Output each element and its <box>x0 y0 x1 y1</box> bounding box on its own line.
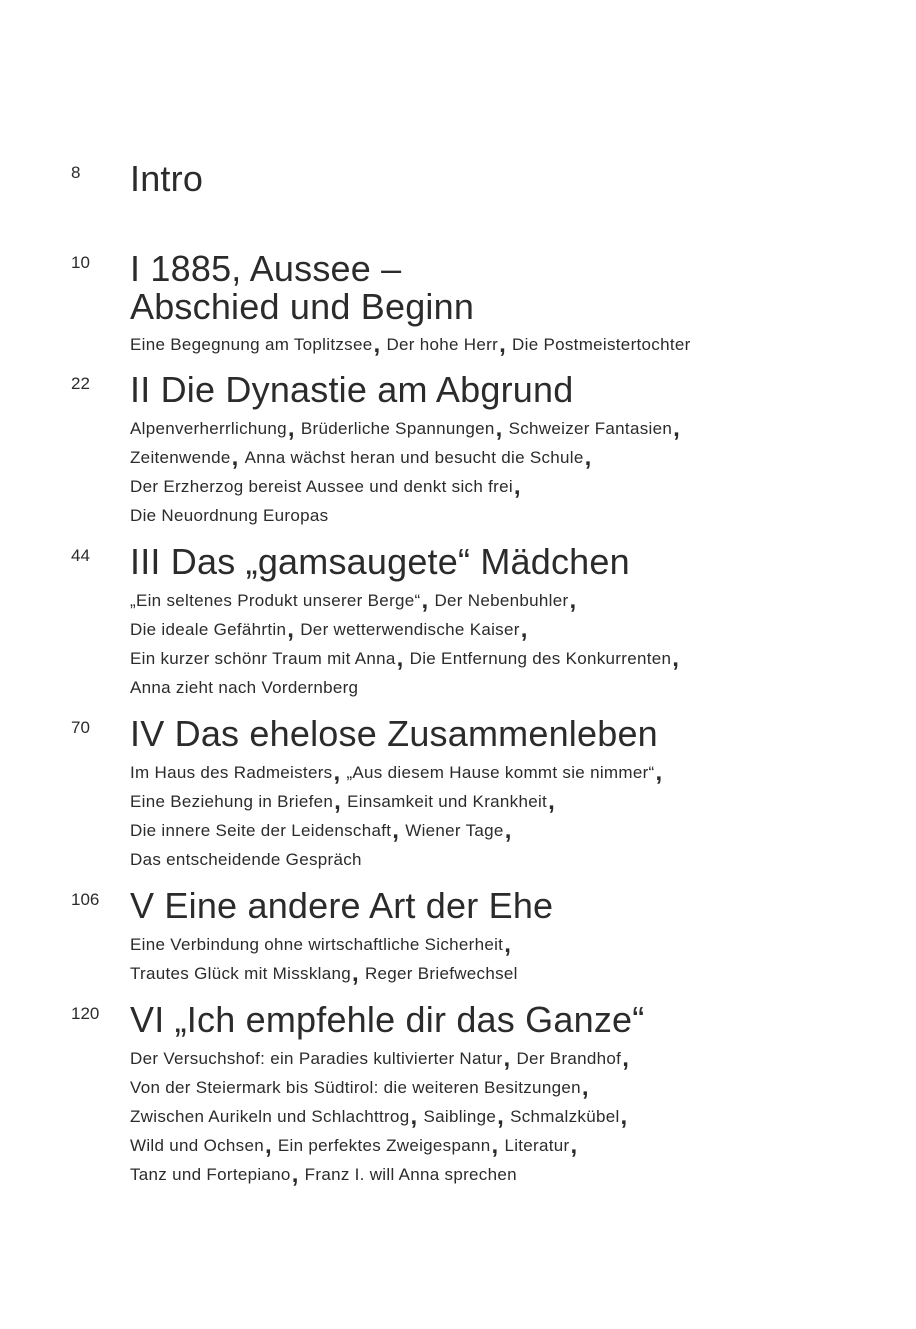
chapter-title-line: I 1885, Aussee – <box>130 248 402 289</box>
separator-mark: , <box>497 1103 505 1130</box>
separator-mark: , <box>504 817 512 844</box>
separator-mark: , <box>495 415 503 442</box>
section-line <box>130 959 518 988</box>
separator-mark: , <box>291 1161 299 1188</box>
section-list <box>130 586 679 702</box>
section-title: Schmalzkübel <box>510 1107 620 1126</box>
section-title: Im Haus des Radmeisters <box>130 763 333 782</box>
page-number: 120 <box>71 1004 100 1023</box>
chapter-title <box>130 887 553 925</box>
section-line <box>130 1160 629 1189</box>
section-title: Der wetterwendische Kaiser <box>300 620 520 639</box>
section-title: Ein perfektes Zweigespann <box>277 1136 491 1155</box>
separator-mark: , <box>570 1132 578 1159</box>
chapter-title <box>130 371 573 409</box>
section-list <box>130 414 680 530</box>
section-title: Zwischen Aurikeln und Schlachttrog <box>130 1107 410 1126</box>
section-line <box>130 615 679 644</box>
page-number: 44 <box>71 546 90 565</box>
section-title: Trautes Glück mit Missklang <box>130 964 351 983</box>
section-title: Die Entfernung des Konkurrenten <box>409 649 672 668</box>
section-title: Der hohe Herr <box>386 335 499 354</box>
section-line <box>130 787 662 816</box>
section-title: Die innere Seite der Leidenschaft <box>130 821 392 840</box>
chapter-title <box>130 715 658 753</box>
section-line <box>130 930 518 959</box>
section-line <box>130 1131 629 1160</box>
separator-mark: , <box>333 759 341 786</box>
section-title: Eine Beziehung in Briefen <box>130 792 334 811</box>
separator-mark: , <box>513 473 521 500</box>
chapter-title <box>130 543 630 581</box>
section-list <box>130 758 662 874</box>
page-number: 70 <box>71 718 90 737</box>
section-title: Der Erzherzog bereist Aussee und denkt sich frei <box>130 477 513 496</box>
separator-mark: , <box>491 1132 499 1159</box>
chapter-title-line: VI „Ich empfehle dir das Ganze“ <box>130 999 645 1040</box>
section-title: Literatur <box>504 1136 570 1155</box>
section-title: Der Nebenbuhler <box>434 591 569 610</box>
section-line <box>130 1044 629 1073</box>
chapter-title: Intro <box>130 158 204 199</box>
chapter-title-line: IV Das ehelose Zusammenleben <box>130 713 658 754</box>
section-line <box>130 443 680 472</box>
chapter-title <box>130 250 474 326</box>
separator-mark: , <box>334 788 342 815</box>
separator-mark: , <box>410 1103 418 1130</box>
section-title: Die Neuordnung Europas <box>130 506 329 525</box>
page-number: 106 <box>71 890 100 909</box>
page-number: 8 <box>71 163 81 182</box>
separator-mark: , <box>655 759 663 786</box>
separator-mark: , <box>396 645 404 672</box>
section-title: Brüderliche Spannungen <box>300 419 495 438</box>
page-number: 10 <box>71 253 90 272</box>
separator-mark: , <box>673 415 681 442</box>
section-line <box>130 845 662 874</box>
section-list <box>130 330 691 359</box>
section-line <box>130 472 680 501</box>
page-number: 22 <box>71 374 90 393</box>
section-title: Die ideale Gefährtin <box>130 620 287 639</box>
section-title: Alpenverherrlichung <box>130 419 287 438</box>
separator-mark: , <box>581 1074 589 1101</box>
section-line <box>130 330 691 359</box>
section-title: Der Brandhof <box>516 1049 622 1068</box>
section-title: Die Postmeistertochter <box>512 335 691 354</box>
separator-mark: , <box>548 788 556 815</box>
section-list <box>130 1044 629 1189</box>
chapter-title-line: V Eine andere Art der Ehe <box>130 885 554 926</box>
section-title: „Ein seltenes Produkt unserer Berge“ <box>130 591 421 610</box>
separator-mark: , <box>672 645 680 672</box>
separator-mark: , <box>520 616 528 643</box>
section-title: Anna wächst heran und besucht die Schule <box>244 448 584 467</box>
separator-mark: , <box>569 587 577 614</box>
section-title: Anna zieht nach Vordernberg <box>130 678 359 697</box>
separator-mark: , <box>264 1132 272 1159</box>
separator-mark: , <box>503 1045 511 1072</box>
section-line <box>130 1102 629 1131</box>
separator-mark: , <box>287 616 295 643</box>
section-title: Eine Verbindung ohne wirtschaftliche Sicherheit <box>130 935 504 954</box>
section-title: Wiener Tage <box>405 821 504 840</box>
section-line <box>130 586 679 615</box>
chapter-title-line: III Das „gamsaugete“ Mädchen <box>130 541 630 582</box>
separator-mark: , <box>287 415 295 442</box>
separator-mark: , <box>622 1045 630 1072</box>
section-line <box>130 758 662 787</box>
section-title: Ein kurzer schönr Traum mit Anna <box>130 649 396 668</box>
section-line <box>130 644 679 673</box>
separator-mark: , <box>373 331 381 358</box>
separator-mark: , <box>584 444 592 471</box>
separator-mark: , <box>231 444 239 471</box>
section-title: Reger Briefwechsel <box>364 964 518 983</box>
separator-mark: , <box>421 587 429 614</box>
section-title: Der Versuchshof: ein Paradies kultivierter Natur <box>130 1049 503 1068</box>
section-title: Schweizer Fantasien <box>508 419 673 438</box>
section-list <box>130 930 518 988</box>
section-title: Wild und Ochsen <box>130 1136 264 1155</box>
separator-mark: , <box>392 817 400 844</box>
section-title: „Aus diesem Hause kommt sie nimmer“ <box>346 763 655 782</box>
section-line <box>130 673 679 702</box>
section-title: Tanz und Fortepiano <box>130 1165 291 1184</box>
section-line <box>130 501 680 530</box>
separator-mark: , <box>351 960 359 987</box>
section-title: Das entscheidende Gespräch <box>130 850 362 869</box>
chapter-title-line: II Die Dynastie am Abgrund <box>130 369 574 410</box>
section-title: Einsamkeit und Krankheit <box>347 792 548 811</box>
section-title: Eine Begegnung am Toplitzsee <box>130 335 373 354</box>
section-title: Zeitenwende <box>130 448 231 467</box>
chapter-title <box>130 1001 644 1039</box>
section-line <box>130 1073 629 1102</box>
section-title: Saiblinge <box>423 1107 497 1126</box>
chapter-title-line: Abschied und Beginn <box>130 286 475 327</box>
separator-mark: , <box>504 931 512 958</box>
section-title: Franz I. will Anna sprechen <box>304 1165 517 1184</box>
section-title: Von der Steiermark bis Südtirol: die weiteren Besitzungen <box>130 1078 581 1097</box>
separator-mark: , <box>620 1103 628 1130</box>
separator-mark: , <box>499 331 507 358</box>
section-line <box>130 816 662 845</box>
section-line <box>130 414 680 443</box>
